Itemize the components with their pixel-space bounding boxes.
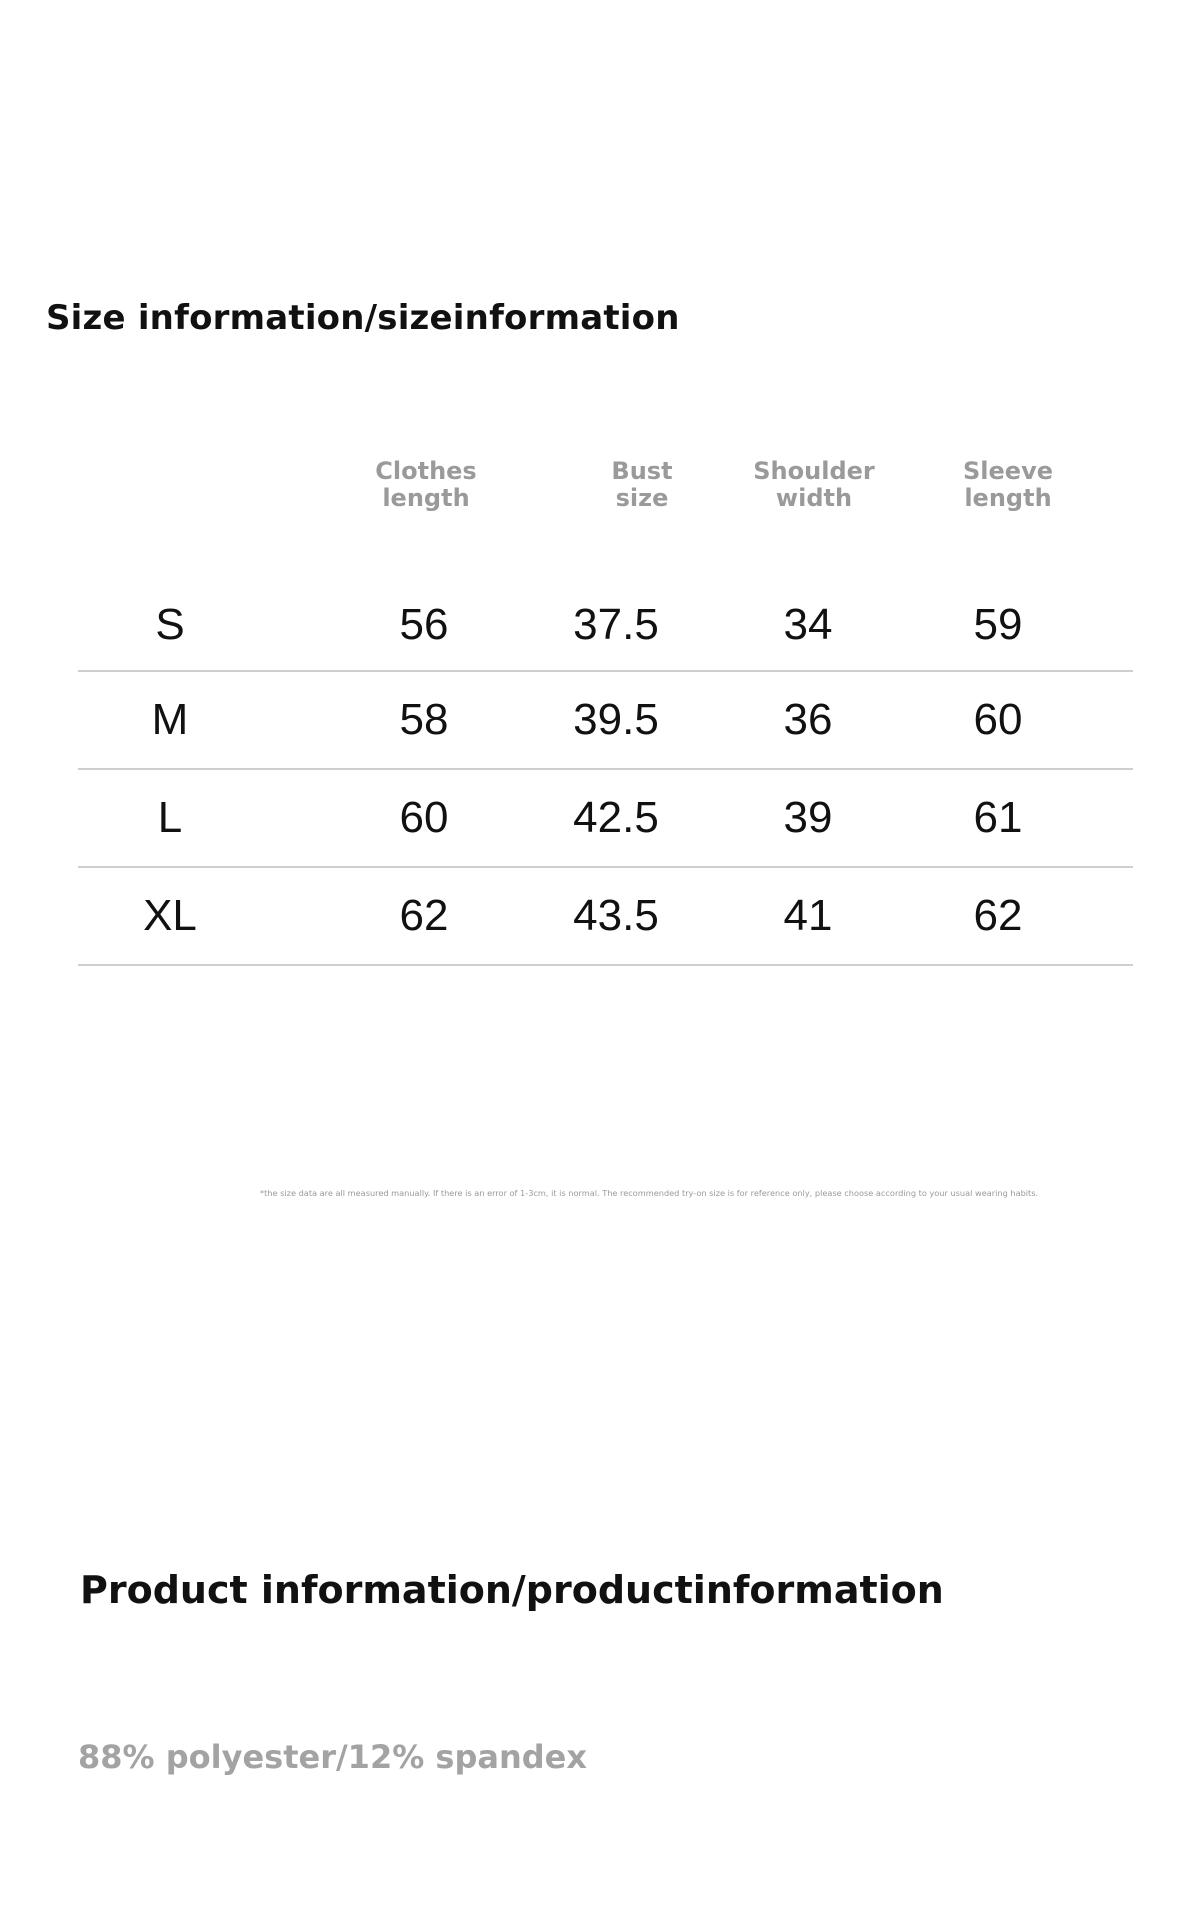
size-label: L (157, 793, 183, 842)
sleeve-length-value: 62 (973, 891, 1023, 940)
size-label: S (155, 600, 185, 649)
bust-size-value: 39.5 (573, 695, 659, 744)
measurement-footnote: *the size data are all measured manually. If there is an error of 1-3cm, it is normal. The recommended try-on size is for reference only, please choose according to your usual wearing habits. (260, 1188, 1039, 1198)
shoulder-width-value: 39 (783, 793, 833, 842)
column-header-line: length (382, 484, 470, 512)
column-header-line: length (964, 484, 1052, 512)
column-header-line: width (775, 484, 853, 512)
sleeve-length-value: 59 (973, 600, 1023, 649)
size-label: XL (143, 891, 197, 940)
size-table (78, 580, 1133, 966)
clothes-length-value: 62 (399, 891, 449, 940)
column-header-line: Shoulder (753, 457, 875, 485)
shoulder-width-value: 41 (783, 891, 833, 940)
column-header-line: Sleeve (963, 457, 1053, 485)
shoulder-width-value: 34 (783, 600, 833, 649)
bust-size-value: 37.5 (573, 600, 659, 649)
shoulder-width-value: 36 (783, 695, 833, 744)
clothes-length-value: 56 (399, 600, 449, 649)
bust-size-value: 42.5 (573, 793, 659, 842)
column-header-shoulder-width (734, 458, 894, 512)
column-header-line: size (615, 484, 669, 512)
column-header-line: Clothes (375, 457, 477, 485)
fabric-composition: 88% polyester/12% spandex (78, 1738, 587, 1776)
bust-size-value: 43.5 (573, 891, 659, 940)
table-row (78, 868, 1133, 966)
column-header-sleeve-length (928, 458, 1088, 512)
clothes-length-value: 58 (399, 695, 449, 744)
product-info-title: Product information/productinformation (80, 1568, 944, 1612)
table-row (78, 580, 1133, 672)
sleeve-length-value: 61 (973, 793, 1023, 842)
column-header-line: Bust (611, 457, 673, 485)
column-header-clothes-length (346, 458, 506, 512)
size-label: M (151, 695, 189, 744)
size-info-title: Size information/sizeinformation (46, 298, 680, 338)
sleeve-length-value: 60 (973, 695, 1023, 744)
table-row (78, 770, 1133, 868)
table-row (78, 672, 1133, 770)
clothes-length-value: 60 (399, 793, 449, 842)
column-header-bust-size (562, 458, 722, 512)
